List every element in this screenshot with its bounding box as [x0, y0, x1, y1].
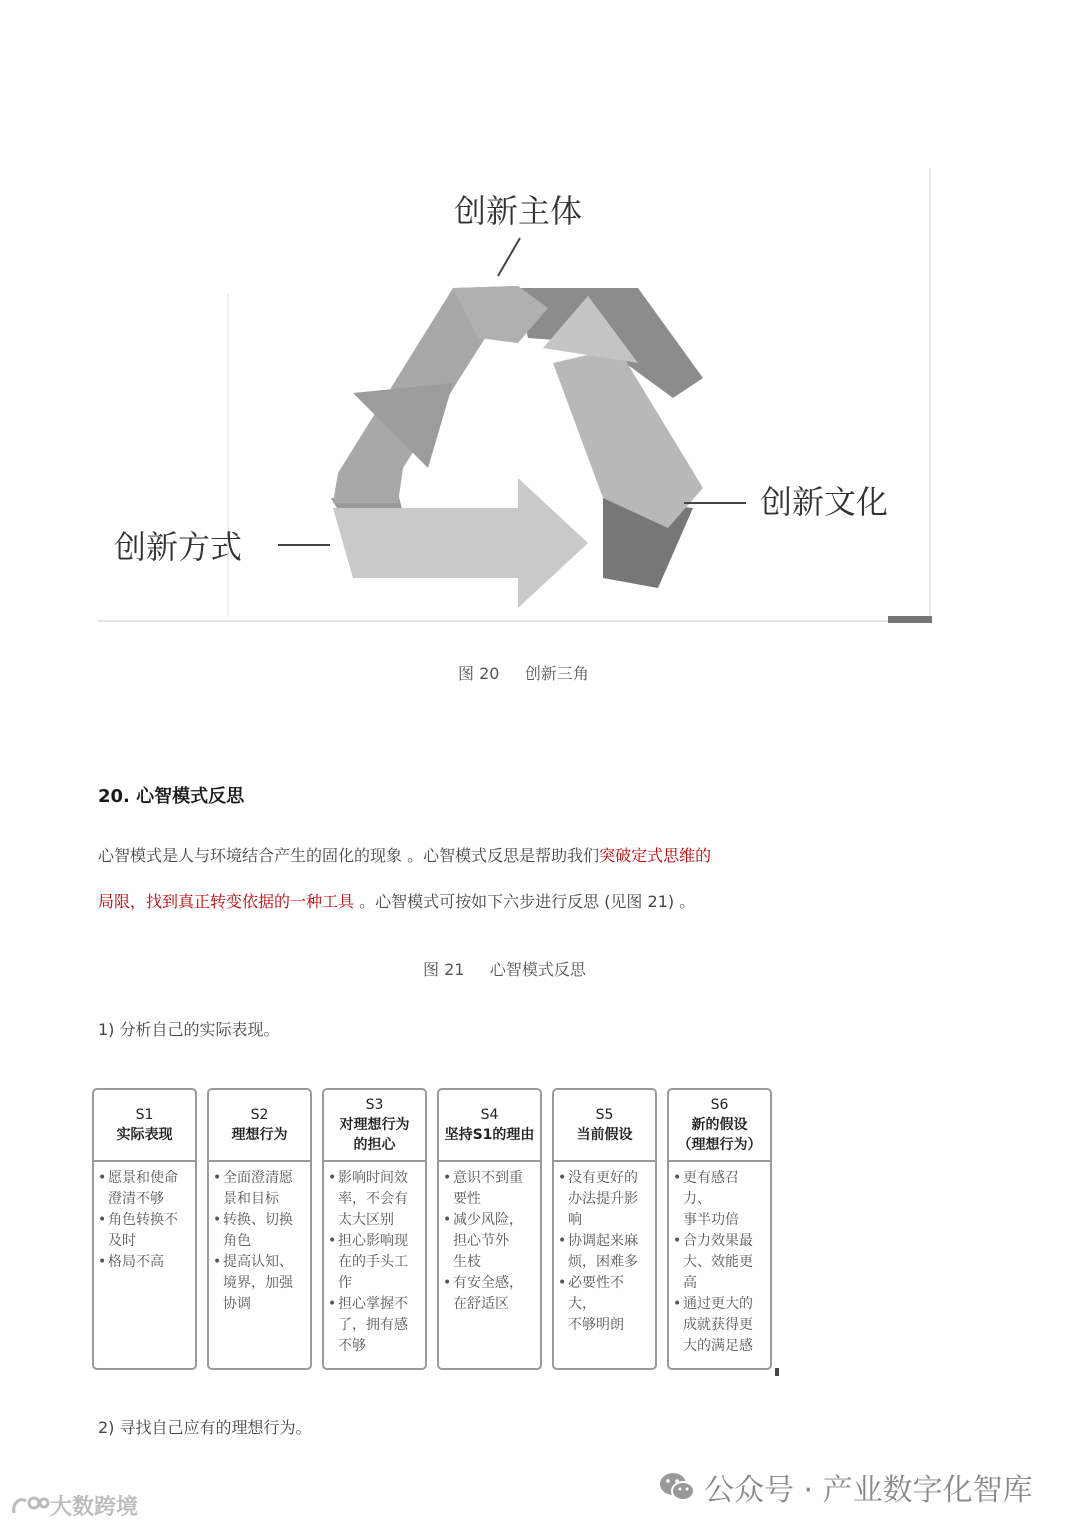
table-column-s5 [552, 1088, 657, 1370]
bullet-item [673, 1168, 766, 1231]
paragraph-text: 心智模式是人与环境结合产生的固化的现象 。心智模式反思是帮助我们 [98, 846, 600, 865]
step-id: S6 [710, 1097, 729, 1113]
bullet-text [453, 1210, 523, 1273]
wechat-icon [658, 1471, 696, 1503]
column-title: 对理想行为 [339, 1117, 410, 1133]
bullet-line: 澄清不够 [108, 1191, 164, 1207]
bullet-icon: • [213, 1212, 222, 1228]
bullet-line: 及时 [108, 1233, 136, 1249]
bullet-item [328, 1168, 421, 1231]
bullet-icon: • [558, 1275, 567, 1291]
paragraph-line-1 [98, 843, 711, 866]
watermark-logo-icon [10, 1495, 50, 1517]
bullet-line: 作 [338, 1275, 352, 1291]
bullet-item [443, 1273, 536, 1315]
bullet-text [683, 1231, 753, 1294]
bullet-text [453, 1168, 523, 1210]
label-innovation-culture: 创新文化 [760, 483, 889, 521]
column-header [209, 1090, 310, 1162]
bullet-line: 有安全感， [453, 1275, 523, 1291]
bullet-line: 成就获得更 [683, 1317, 753, 1333]
bullet-line: 在的手头工 [338, 1254, 408, 1270]
figure21-caption-number: 图 21 [423, 960, 465, 979]
label-innovation-subject: 创新主体 [454, 192, 583, 230]
bullet-icon: • [558, 1170, 567, 1186]
figure20-caption-number: 图 20 [458, 664, 500, 683]
bullet-icon: • [328, 1170, 337, 1186]
step-id: S4 [480, 1107, 499, 1123]
bullet-text [223, 1252, 293, 1315]
column-title: 当前假设 [576, 1127, 633, 1143]
bullet-line: 意识不到重 [453, 1170, 523, 1186]
bullet-text [338, 1294, 408, 1357]
section-heading: 20. 心智模式反思 [98, 786, 245, 807]
bullet-line: 不够 [338, 1338, 366, 1354]
bullet-text [568, 1168, 638, 1231]
bullet-line: 了，拥有感 [338, 1317, 408, 1333]
bullet-line: 角色 [223, 1233, 251, 1249]
bullet-item [673, 1231, 766, 1294]
step-id: S5 [595, 1107, 614, 1123]
column-header [439, 1090, 540, 1162]
bullet-line: 境界，加强 [223, 1275, 293, 1291]
bullet-line: 事半功倍 [683, 1212, 739, 1228]
bullet-line: 愿景和使命 [108, 1170, 178, 1186]
bullet-item [98, 1252, 191, 1273]
bullet-item [213, 1210, 306, 1252]
label-innovation-method: 创新方式 [114, 528, 243, 566]
bullet-line: 太大区别 [338, 1212, 394, 1228]
innovation-triangle-figure [98, 168, 932, 623]
bullet-line: 高 [683, 1275, 697, 1291]
bullet-line: 大、效能更 [683, 1254, 753, 1270]
bullet-icon: • [328, 1296, 337, 1312]
bullet-text [223, 1168, 293, 1210]
bullet-icon: • [328, 1233, 337, 1249]
bullet-line: 没有更好的 [568, 1170, 638, 1186]
footer-account [658, 1465, 1033, 1509]
table-column-s4 [437, 1088, 542, 1370]
column-title: 理想行为 [231, 1127, 288, 1143]
bullet-icon: • [98, 1212, 107, 1228]
bullet-icon: • [213, 1254, 222, 1270]
bullet-line: 全面澄清愿 [223, 1170, 293, 1186]
bullet-icon: • [673, 1233, 682, 1249]
column-header [94, 1090, 195, 1162]
bullet-line: 在舒适区 [453, 1296, 509, 1312]
bullet-line: 必要性不大， [568, 1275, 624, 1312]
figure20-caption-text: 创新三角 [524, 664, 589, 683]
bullet-line: 角色转换不 [108, 1212, 178, 1228]
column-header [324, 1090, 425, 1162]
table-column-s6 [667, 1088, 772, 1370]
bullet-item [558, 1273, 651, 1336]
paragraph-line-2 [98, 889, 695, 912]
column-header [669, 1090, 770, 1162]
watermark [10, 1490, 138, 1521]
bullet-icon: • [443, 1275, 452, 1291]
bullet-line: 通过更大的 [683, 1296, 753, 1312]
bullet-item [213, 1168, 306, 1210]
bullet-text [568, 1273, 651, 1336]
bullet-line: 率，不会有 [338, 1191, 408, 1207]
bullet-line: 响 [568, 1212, 582, 1228]
bullet-text [338, 1168, 408, 1231]
column-body [439, 1162, 540, 1315]
bullet-item [213, 1252, 306, 1315]
column-body [554, 1162, 655, 1336]
bullet-text [683, 1294, 753, 1357]
bullet-line: 大的满足感 [683, 1338, 753, 1354]
bullet-text [108, 1252, 164, 1273]
bullet-item [443, 1210, 536, 1273]
bullet-line: 不够明朗 [568, 1317, 624, 1333]
bullet-line: 要性 [453, 1191, 481, 1207]
bullet-line: 担心节外 [453, 1233, 509, 1249]
bullet-text [338, 1231, 408, 1294]
step-id: S1 [135, 1107, 154, 1123]
column-body [669, 1162, 770, 1357]
bullet-item [558, 1168, 651, 1231]
bullet-line: 更有感召力、 [683, 1170, 739, 1207]
bullet-text [223, 1210, 293, 1252]
column-body [324, 1162, 425, 1357]
bullet-item [558, 1231, 651, 1273]
bullet-icon: • [673, 1296, 682, 1312]
column-title: 实际表现 [116, 1127, 173, 1143]
bullet-line: 烦，困难多 [568, 1254, 638, 1270]
step-id: S3 [365, 1097, 384, 1113]
bullet-text [568, 1231, 638, 1273]
bullet-line: 影响时间效 [338, 1170, 408, 1186]
highlight-text: 局限，找到真正转变依据的一种工具 [98, 892, 355, 911]
column-body [94, 1162, 195, 1273]
bullet-item [328, 1294, 421, 1357]
paragraph-text: 。心智模式可按如下六步进行反思 (见图 21) 。 [354, 892, 696, 911]
bullet-line: 协调起来麻 [568, 1233, 638, 1249]
column-title: （理想行为） [677, 1137, 762, 1153]
frame-corner [888, 616, 932, 623]
column-title: 新的假设 [691, 1117, 748, 1133]
bullet-icon: • [558, 1233, 567, 1249]
figure21-caption [423, 957, 586, 980]
innovation-triangle-diagram [98, 168, 932, 623]
leader-top [498, 238, 520, 276]
watermark-text: 大数跨境 [50, 1495, 139, 1520]
bullet-icon: • [443, 1170, 452, 1186]
bullet-line: 转换、切换 [223, 1212, 293, 1228]
mental-model-table [92, 1088, 782, 1378]
bullet-icon: • [98, 1170, 107, 1186]
bullet-item [98, 1210, 191, 1252]
column-title: 的担心 [353, 1137, 396, 1153]
bullet-line: 景和目标 [223, 1191, 279, 1207]
bullet-item [328, 1231, 421, 1294]
bullet-line: 生枝 [453, 1254, 481, 1270]
bullet-icon: • [213, 1170, 222, 1186]
column-body [209, 1162, 310, 1315]
bullet-line: 担心掌握不 [338, 1296, 408, 1312]
highlight-text: 突破定式思维的 [599, 846, 712, 865]
bullet-text [108, 1168, 178, 1210]
column-header [554, 1090, 655, 1162]
bullet-line: 提高认知、 [223, 1254, 293, 1270]
bullet-line: 减少风险， [453, 1212, 523, 1228]
bullet-line: 办法提升影 [568, 1191, 638, 1207]
bullet-icon: • [443, 1212, 452, 1228]
bullet-item [673, 1294, 766, 1357]
bullet-line: 格局不高 [108, 1254, 164, 1270]
step-2-text: 2) 寻找自己应有的理想行为。 [98, 1418, 312, 1437]
bullet-item [443, 1168, 536, 1210]
bullet-line: 协调 [223, 1296, 251, 1312]
table-corner-mark [775, 1368, 779, 1376]
column-title: 坚持S1的理由 [444, 1127, 535, 1143]
bullet-item [98, 1168, 191, 1210]
bullet-line: 担心影响现 [338, 1233, 408, 1249]
bullet-text [453, 1273, 523, 1315]
table-column-s3 [322, 1088, 427, 1370]
step-id: S2 [250, 1107, 269, 1123]
bullet-icon: • [98, 1254, 107, 1270]
figure21-caption-text: 心智模式反思 [489, 960, 586, 979]
figure20-caption [458, 661, 589, 684]
bullet-line: 合力效果最 [683, 1233, 753, 1249]
table-column-s2 [207, 1088, 312, 1370]
bullet-text [108, 1210, 178, 1252]
bullet-text [683, 1168, 766, 1231]
bullet-icon: • [673, 1170, 682, 1186]
footer-text: 公众号 · 产业数字化智库 [704, 1473, 1033, 1508]
table-column-s1 [92, 1088, 197, 1370]
step-1-text: 1) 分析自己的实际表现。 [98, 1020, 280, 1039]
